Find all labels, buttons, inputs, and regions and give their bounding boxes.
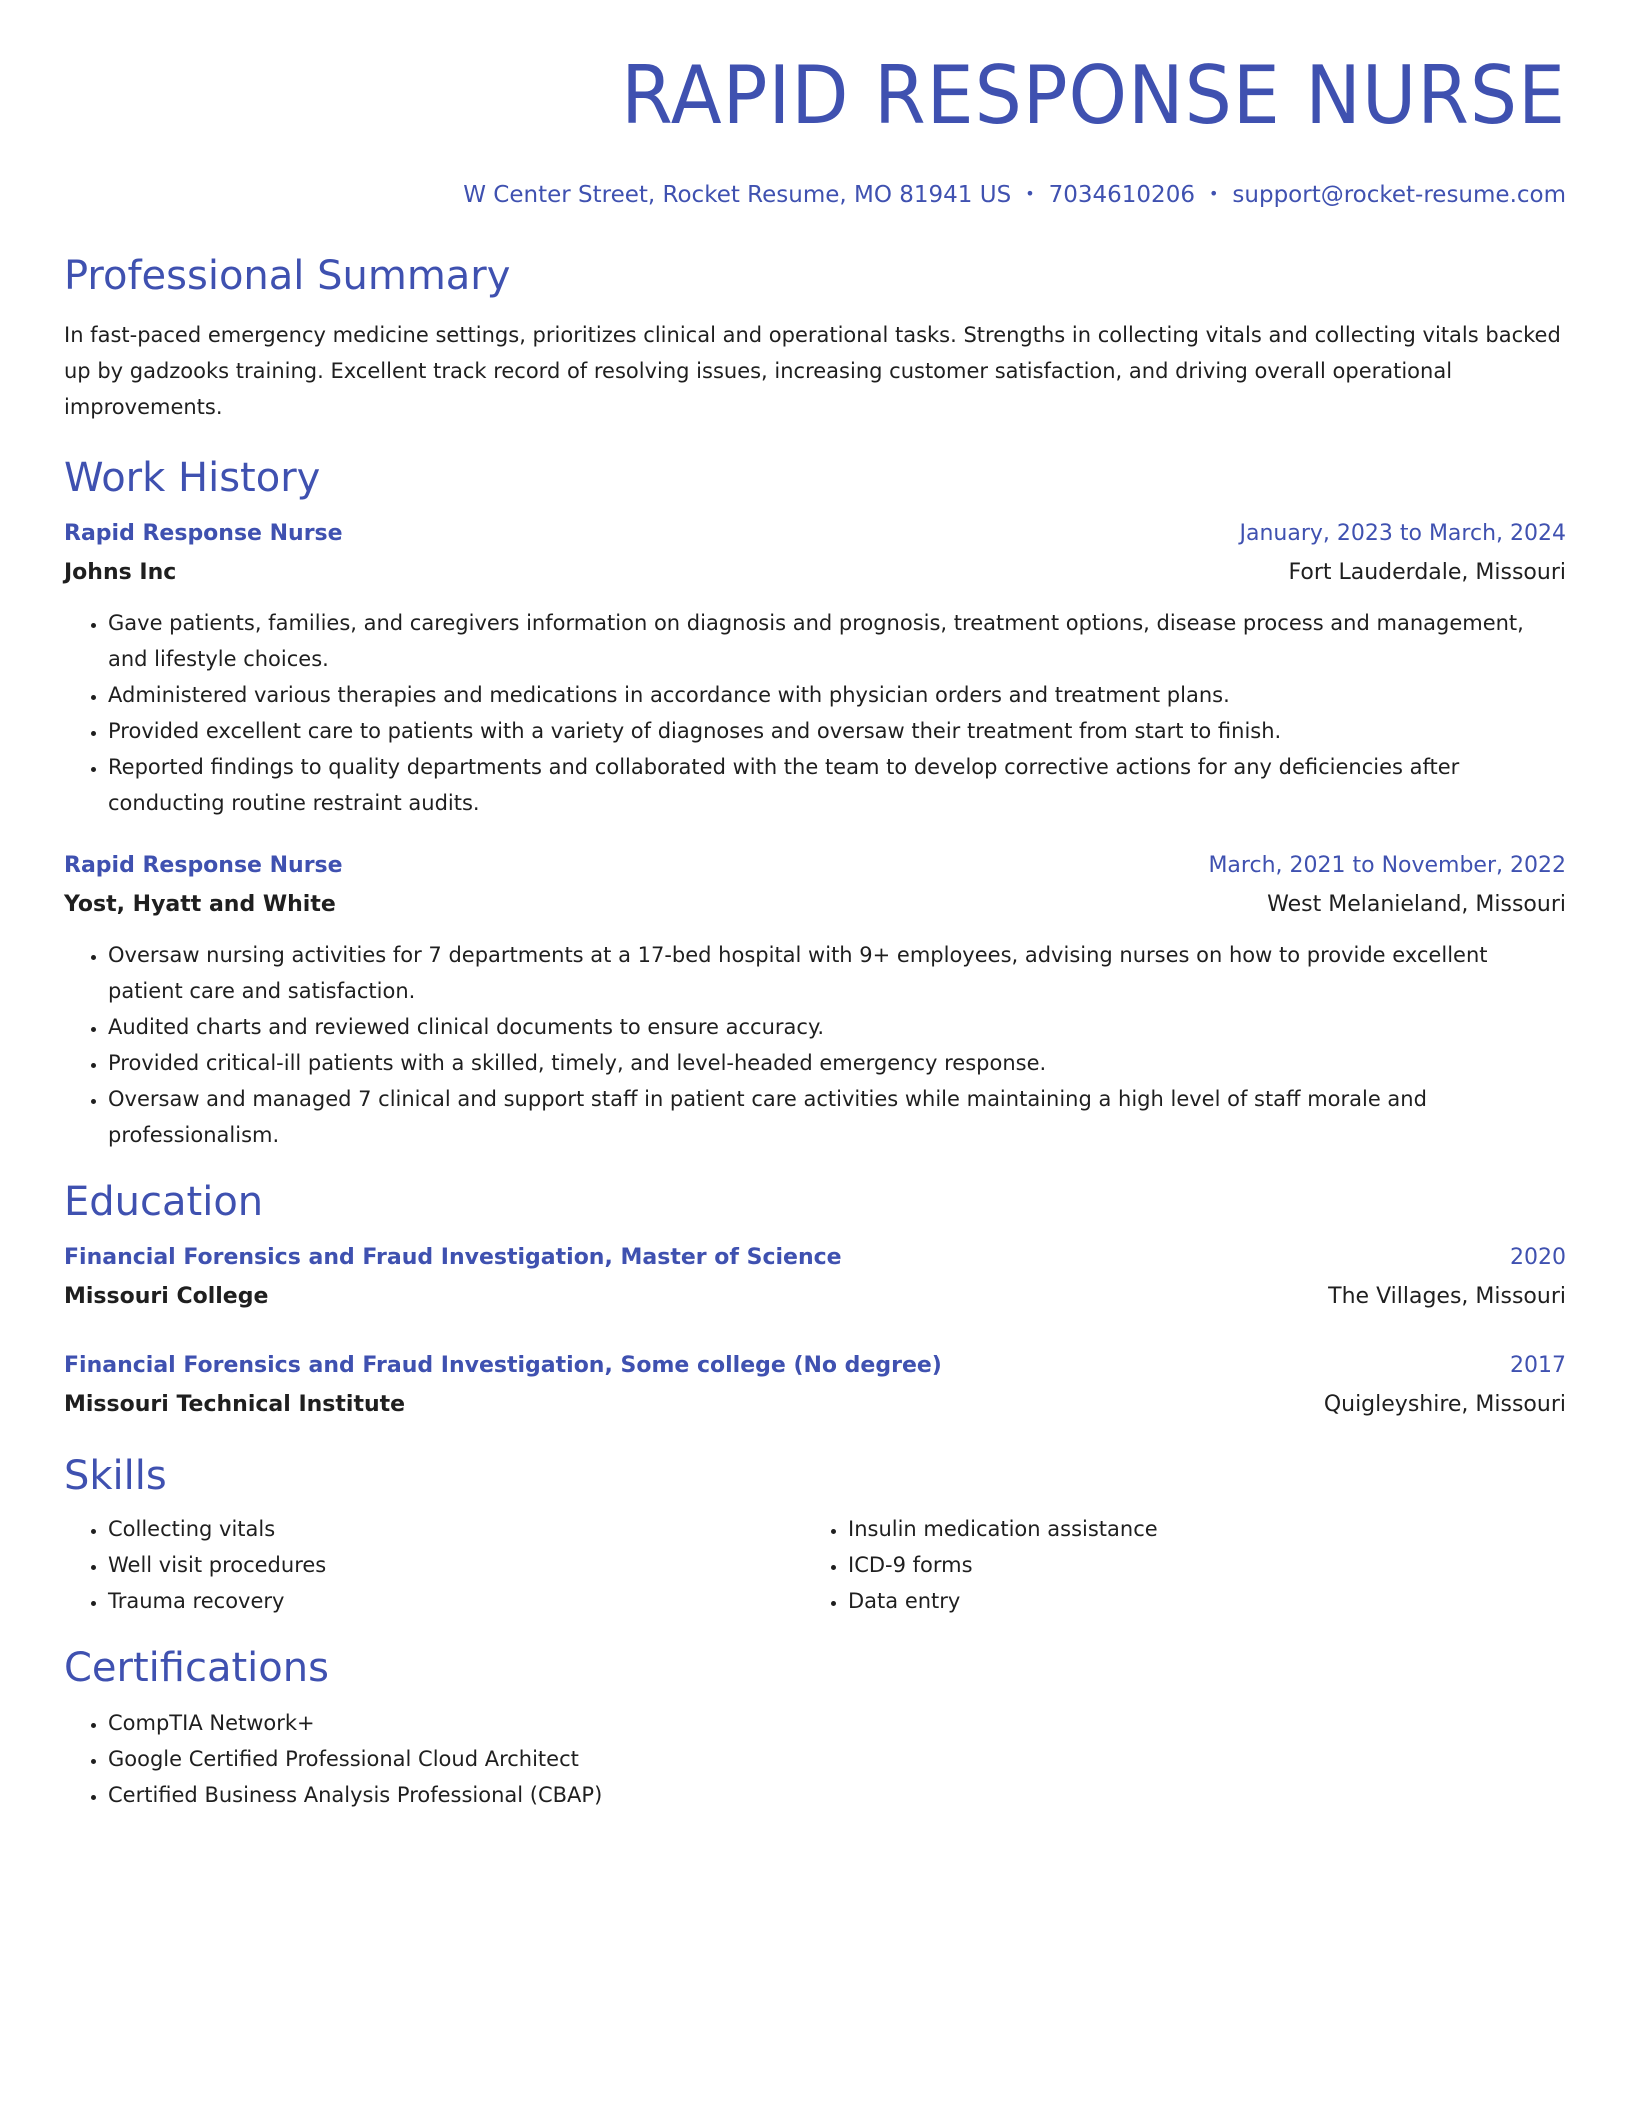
school-location: Quigleyshire, Missouri [1323,1391,1566,1417]
job-location: Fort Lauderdale, Missouri [1288,559,1566,585]
contact-phone: 7034610206 [1048,182,1195,208]
job-bullets [64,605,1566,821]
job-bullet: • Reported findings to quality departments and collaborated with the team to develop corrective actions for any deficiencies after conducting routine restraint audits. [108,749,1566,821]
bullet-separator: • [1208,183,1219,203]
job-company: Johns Inc [64,559,177,585]
job-bullet: • Gave patients, families, and caregivers information on diagnosis and prognosis, treatment options, disease process and management, and lifestyle choices. [108,605,1566,677]
degree-title: Financial Forensics and Fraud Investigation, Some college (No degree) [64,1352,942,1378]
job-title: Rapid Response Nurse [64,852,343,878]
job-bullet: • Oversaw nursing activities for 7 departments at a 17-bed hospital with 9+ employees, advising nurses on how to provide excellent patient care and satisfaction. [108,937,1566,1009]
job-entry [64,515,1566,821]
bullet-separator: • [1025,183,1035,203]
job-dates: March, 2021 to November, 2022 [1208,852,1566,878]
skill-item: • Data entry [848,1583,1544,1619]
summary-heading: Professional Summary [64,252,511,299]
degree-year: 2020 [1510,1244,1566,1270]
skills-heading: Skills [64,1452,167,1499]
skills-columns [64,1501,1566,1619]
skills-list [64,1511,804,1619]
job-company: Yost, Hyatt and White [64,891,336,917]
resume-page [64,48,1566,1813]
job-bullets [64,937,1566,1153]
summary-text: In fast-paced emergency medicine settings, prioritizes clinical and operational tasks. Strengths in collecting vitals and collecting vitals backed up by gadzooks training. Excellent track record of resolving issues, increasing customer satisfaction, and driving overall operational improvements. [64,322,1561,419]
job-dates: January, 2023 to March, 2024 [1239,520,1566,546]
work-history-heading: Work History [64,454,321,501]
job-bullet: • Provided critical-ill patients with a skilled, timely, and level-headed emergency response. [108,1045,1566,1081]
education-entry [64,1239,1566,1317]
skill-item: • Collecting vitals [108,1511,804,1547]
education-heading: Education [64,1178,264,1225]
certification-item: • Certified Business Analysis Professional (CBAP) [108,1777,1566,1813]
job-bullet: • Audited charts and reviewed clinical documents to ensure accuracy. [108,1009,1566,1045]
skill-item: • Insulin medication assistance [848,1511,1544,1547]
resume-header [64,48,1566,211]
skill-item: • Well visit procedures [108,1547,804,1583]
skills-list [804,1511,1544,1619]
certifications-heading: Certifications [64,1644,329,1691]
education-entry [64,1347,1566,1425]
degree-year: 2017 [1510,1352,1566,1378]
certification-item: • Google Certified Professional Cloud Architect [108,1741,1566,1777]
job-bullet: • Administered various therapies and medications in accordance with physician orders and treatment plans. [108,677,1566,713]
skill-item: • ICD-9 forms [848,1547,1544,1583]
school-location: The Villages, Missouri [1328,1283,1566,1309]
contact-address: W Center Street, Rocket Resume, MO 81941 US [463,182,1012,208]
certifications-list [64,1705,1566,1813]
contact-email: support@rocket-resume.com [1232,182,1566,208]
job-bullet: • Oversaw and managed 7 clinical and support staff in patient care activities while maintaining a high level of staff morale and professionalism. [108,1081,1566,1153]
skill-item: • Trauma recovery [108,1583,804,1619]
job-title: Rapid Response Nurse [64,520,343,546]
school-name: Missouri College [64,1283,269,1309]
resume-name: RAPID RESPONSE NURSE [621,49,1566,142]
job-entry [64,847,1566,1153]
degree-title: Financial Forensics and Fraud Investigation, Master of Science [64,1244,842,1270]
school-name: Missouri Technical Institute [64,1391,406,1417]
job-bullet: • Provided excellent care to patients with a variety of diagnoses and oversaw their treatment from start to finish. [108,713,1566,749]
skills-column-right [804,1501,1544,1619]
job-location: West Melanieland, Missouri [1267,891,1566,917]
contact-line [64,180,1566,211]
skills-column-left [64,1501,804,1619]
certification-item: • CompTIA Network+ [108,1705,1566,1741]
